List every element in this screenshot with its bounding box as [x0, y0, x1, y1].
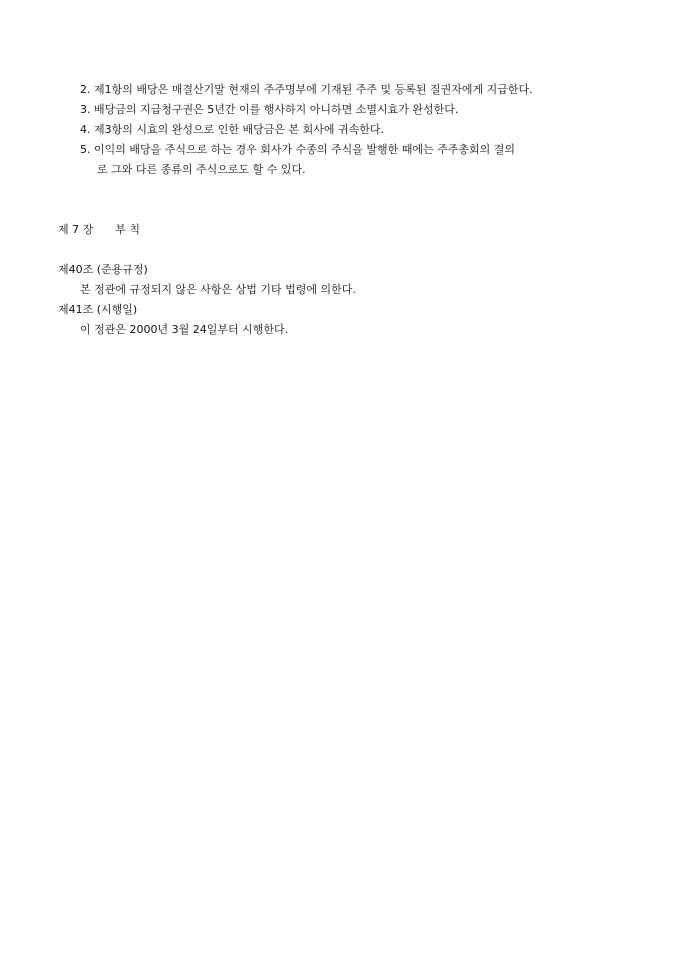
item-number: 3.: [80, 103, 91, 116]
chapter-title: 부 칙: [115, 223, 140, 236]
dividend-clause-list: [80, 80, 640, 180]
list-item: [80, 120, 640, 140]
item-text: 배당금의 지급청구권은 5년간 이를 행사하지 아니하면 소멸시효가 완성한다.: [94, 103, 459, 116]
list-item: [80, 80, 640, 100]
article-body: 본 정관에 규정되지 않은 사항은 상법 기타 법령에 의한다.: [80, 283, 356, 296]
chapter-heading: [58, 220, 140, 240]
item-text-continuation: 로 그와 다른 종류의 주식으로도 할 수 있다.: [97, 163, 306, 176]
item-number: 5.: [80, 143, 91, 156]
article-title: 제41조 (시행일): [58, 303, 138, 316]
item-number: 4.: [80, 123, 91, 136]
chapter-number: 제 7 장: [58, 223, 94, 236]
article-title: 제40조 (준용규정): [58, 263, 148, 276]
item-text: 제1항의 배당은 매결산기말 현재의 주주명부에 기재된 주주 및 등록된 질권자에게 지급한다.: [94, 83, 533, 96]
list-item: [80, 100, 640, 120]
item-text: 제3항의 시효의 완성으로 인한 배당금은 본 회사에 귀속한다.: [94, 123, 384, 136]
list-item: [80, 140, 640, 160]
item-number: 2.: [80, 83, 91, 96]
item-text: 이익의 배당을 주식으로 하는 경우 회사가 수종의 주식을 발행한 때에는 주주총회의 결의: [94, 143, 515, 156]
article-body: 이 정관은 2000년 3월 24일부터 시행한다.: [80, 323, 289, 336]
